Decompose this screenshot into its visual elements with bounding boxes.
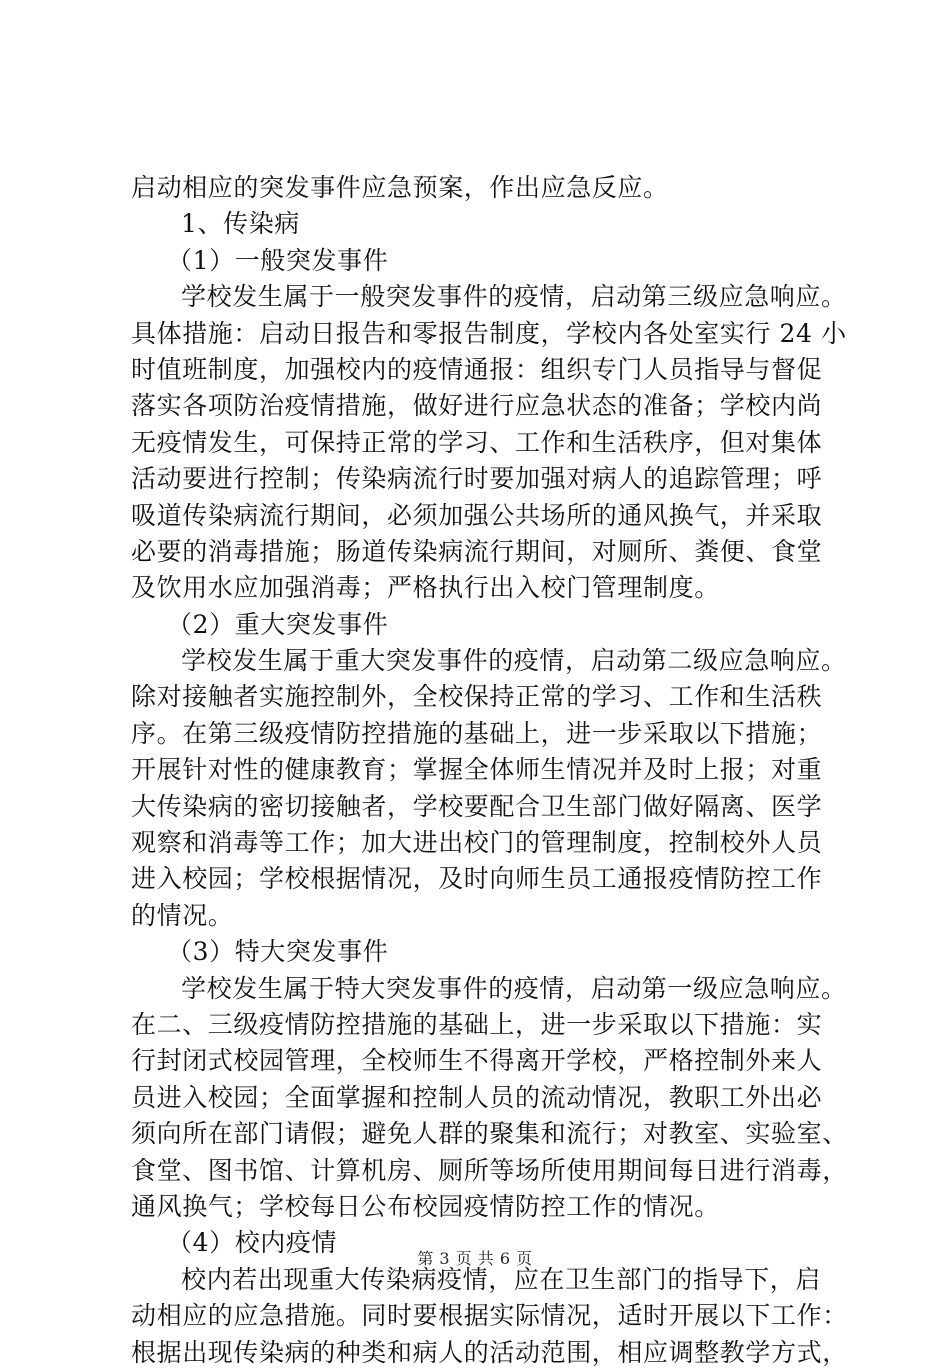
text-line: 落实各项防治疫情措施，做好进行应急状态的准备；学校内尚 — [131, 391, 823, 421]
text-line: 校内若出现重大传染病疫情，应在卫生部门的指导下，启 — [181, 1264, 822, 1294]
text-line: 学校发生属于一般突发事件的疫情，启动第三级应急响应。 — [181, 282, 847, 312]
text-line: 吸道传染病流行期间，必须加强公共场所的通风换气，并采取 — [131, 500, 823, 530]
text-line: 行封闭式校园管理，全校师生不得离开学校，严格控制外来人 — [131, 1046, 823, 1076]
text-line: 通风换气；学校每日公布校园疫情防控工作的情况。 — [131, 1191, 720, 1221]
text-line: 学校发生属于特大突发事件的疫情，启动第一级应急响应。 — [181, 973, 847, 1003]
subsection-heading: （3）特大突发事件 — [167, 937, 389, 967]
subsection-heading: （2）重大突发事件 — [167, 609, 389, 639]
text-line: 活动要进行控制；传染病流行时要加强对病人的追踪管理；呼 — [131, 464, 823, 494]
text-line: 时值班制度，加强校内的疫情通报：组织专门人员指导与督促 — [131, 354, 823, 384]
text-line: 须向所在部门请假；避免人群的聚集和流行；对教室、实验室、 — [131, 1119, 848, 1149]
text-line: 无疫情发生，可保持正常的学习、工作和生活秩序，但对集体 — [131, 427, 823, 457]
subsection-heading: （4）校内疫情 — [167, 1228, 338, 1258]
text-line: 除对接触者实施控制外，全校保持正常的学习、工作和生活秩 — [131, 682, 823, 712]
text-line: 的情况。 — [131, 900, 234, 930]
text-line: 进入校园；学校根据情况，及时向师生员工通报疫情防控工作 — [131, 864, 823, 894]
text-line: 开展针对性的健康教育；掌握全体师生情况并及时上报；对重 — [131, 755, 823, 785]
page-footer: 第 3 页 共 6 页 — [417, 1249, 533, 1268]
text-line: 序。在第三级疫情防控措施的基础上，进一步采取以下措施； — [131, 718, 823, 748]
text-line: 必要的消毒措施；肠道传染病流行期间，对厕所、粪便、食堂 — [131, 536, 823, 566]
text-line: 具体措施：启动日报告和零报告制度，学校内各处室实行 24 小 — [131, 318, 847, 348]
text-line: 观察和消毒等工作；加大进出校门的管理制度，控制校外人员 — [131, 828, 823, 858]
text-line: 动相应的应急措施。同时要根据实际情况，适时开展以下工作： — [131, 1301, 848, 1331]
section-heading: 1、传染病 — [181, 209, 300, 239]
text-line: 员进入校园；全面掌握和控制人员的流动情况，教职工外出必 — [131, 1082, 823, 1112]
subsection-heading: （1）一般突发事件 — [167, 245, 389, 275]
body-text — [131, 170, 851, 1371]
text-line: 食堂、图书馆、计算机房、厕所等场所使用期间每日进行消毒， — [131, 1155, 848, 1185]
text-line: 大传染病的密切接触者，学校要配合卫生部门做好隔离、医学 — [131, 791, 823, 821]
text-line: 启动相应的突发事件应急预案，作出应急反应。 — [131, 173, 669, 202]
text-line: 学校发生属于重大突发事件的疫情，启动第二级应急响应。 — [181, 646, 847, 676]
text-line: 在二、三级疫情防控措施的基础上，进一步采取以下措施：实 — [131, 1009, 823, 1039]
text-line: 及饮用水应加强消毒；严格执行出入校门管理制度。 — [131, 573, 720, 603]
text-line: 根据出现传染病的种类和病人的活动范围，相应调整教学方式， — [131, 1337, 848, 1367]
